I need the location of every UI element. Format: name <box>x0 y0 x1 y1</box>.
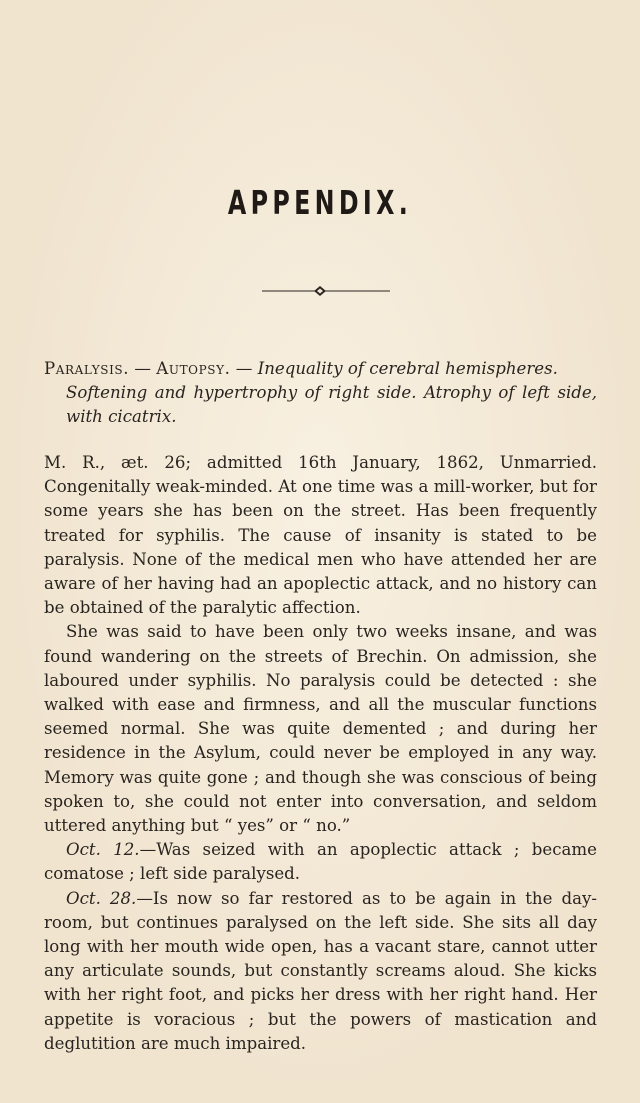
divider-ornament <box>262 284 390 298</box>
paragraph: She was said to have been only two weeks insane, and was found wandering on the streets of Brechin. On admission, she laboured under syphilis. No paralysis could be detected : she walked with ease and firmness, and all the muscular functions seemed normal. She was quite demented ; and during her residence in the Asylum, could never be employed in any way. Memory was quite gone ; and though she was conscious of being spoken to, she could not enter into conversation, and seldom uttered anything but “ yes” or “ no.” <box>44 622 597 836</box>
page-title: APPENDIX. <box>227 183 413 222</box>
paragraph-dated: Oct. 12.—Was seized with an apoplectic attack ; became comatose ; left side paralysed. <box>44 840 597 884</box>
heading-dash: — <box>230 359 258 378</box>
entry-date: Oct. 28. <box>66 888 137 908</box>
paragraph: M. R., æt. 26; admitted 16th January, 1862, Unmarried. Congenitally weak-minded. At one time was a mill-worker, but for some years she has been on the street. Has been frequently treated for syphilis. The cause of insanity is stated to be paralysis. None of the medical men who have attended her are aware of her having had an apoplectic attack, and no history can be obtained of the paralytic affection. <box>44 453 597 618</box>
case-report <box>44 451 597 1056</box>
section-heading <box>44 357 597 430</box>
heading-dash: — <box>129 359 157 378</box>
heading-inequality: Inequality of cerebral hemispheres. <box>257 359 558 378</box>
heading-softening: Softening and hypertrophy of right side. Atrophy of left side, with cicatrix. <box>66 383 597 427</box>
heading-paralysis: Paralysis. <box>44 359 130 378</box>
heading-autopsy: Autopsy. <box>156 359 231 378</box>
paragraph-dated: Oct. 28.—Is now so far restored as to be again in the day-room, but continues paralysed on the left side. She sits all day long with her mouth wide open, has a vacant stare, cannot utter any articulate sounds, but constantly screams aloud. She kicks with her right foot, and picks her dress with her right hand. Her appetite is voracious ; but the powers of mastication and deglutition are much impaired. <box>44 888 597 1053</box>
entry-date: Oct. 12. <box>66 840 140 860</box>
